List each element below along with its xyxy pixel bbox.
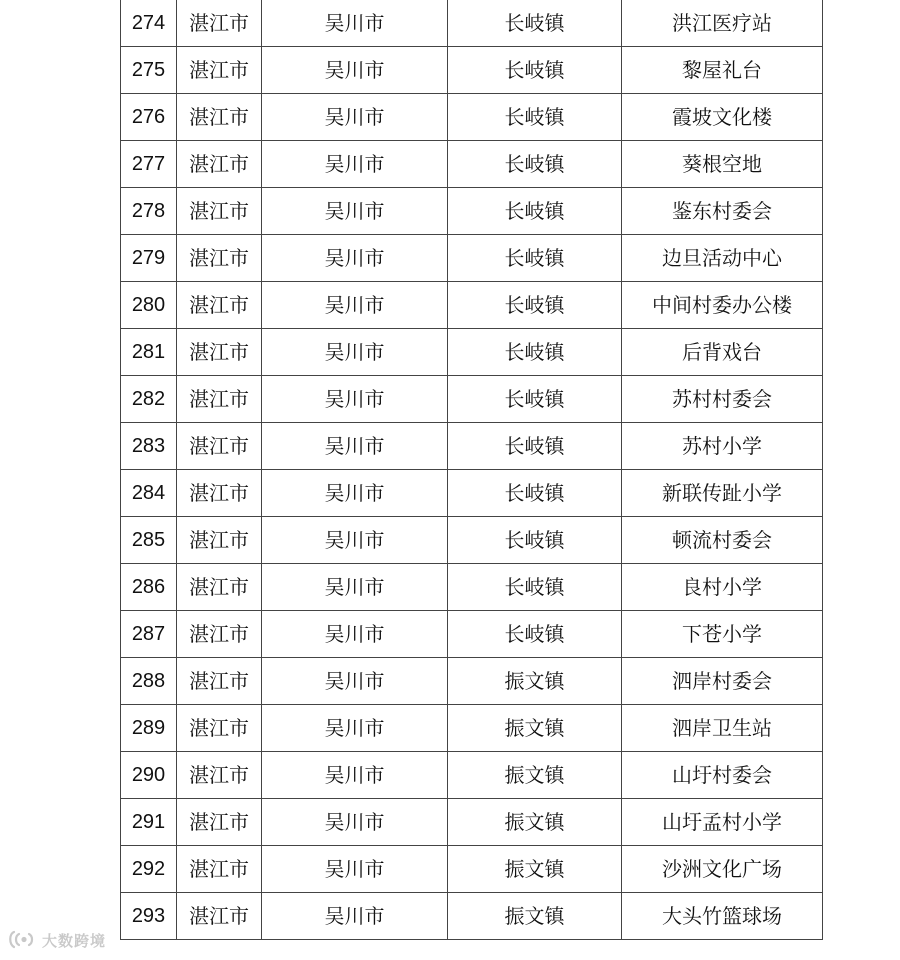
town-cell: 长岐镇 <box>448 611 622 658</box>
row-number: 275 <box>121 47 177 94</box>
table-row <box>121 141 823 188</box>
city-cell: 湛江市 <box>177 188 262 235</box>
watermark <box>8 927 106 953</box>
city-cell: 湛江市 <box>177 705 262 752</box>
site-cell: 良村小学 <box>622 564 823 611</box>
town-cell: 振文镇 <box>448 752 622 799</box>
row-number: 278 <box>121 188 177 235</box>
table-row <box>121 470 823 517</box>
table-row <box>121 282 823 329</box>
town-cell: 长岐镇 <box>448 47 622 94</box>
county-cell: 吴川市 <box>262 799 448 846</box>
table-row <box>121 564 823 611</box>
table-row <box>121 235 823 282</box>
county-cell: 吴川市 <box>262 329 448 376</box>
table-row <box>121 846 823 893</box>
city-cell: 湛江市 <box>177 141 262 188</box>
site-table-container <box>120 0 822 940</box>
table-row <box>121 376 823 423</box>
table-row <box>121 47 823 94</box>
city-cell: 湛江市 <box>177 658 262 705</box>
site-cell: 泗岸卫生站 <box>622 705 823 752</box>
town-cell: 长岐镇 <box>448 141 622 188</box>
site-cell: 大头竹篮球场 <box>622 893 823 940</box>
table-row <box>121 705 823 752</box>
site-cell: 后背戏台 <box>622 329 823 376</box>
city-cell: 湛江市 <box>177 423 262 470</box>
town-cell: 长岐镇 <box>448 0 622 47</box>
city-cell: 湛江市 <box>177 517 262 564</box>
city-cell: 湛江市 <box>177 752 262 799</box>
watermark-text: 大数跨境 <box>42 931 107 950</box>
town-cell: 长岐镇 <box>448 94 622 141</box>
row-number: 289 <box>121 705 177 752</box>
city-cell: 湛江市 <box>177 893 262 940</box>
county-cell: 吴川市 <box>262 893 448 940</box>
town-cell: 振文镇 <box>448 846 622 893</box>
city-cell: 湛江市 <box>177 282 262 329</box>
county-cell: 吴川市 <box>262 376 448 423</box>
table-row <box>121 329 823 376</box>
county-cell: 吴川市 <box>262 188 448 235</box>
site-cell: 霞坡文化楼 <box>622 94 823 141</box>
city-cell: 湛江市 <box>177 799 262 846</box>
site-cell: 中间村委办公楼 <box>622 282 823 329</box>
city-cell: 湛江市 <box>177 564 262 611</box>
town-cell: 长岐镇 <box>448 376 622 423</box>
table-row <box>121 517 823 564</box>
county-cell: 吴川市 <box>262 705 448 752</box>
site-cell: 沙洲文化广场 <box>622 846 823 893</box>
county-cell: 吴川市 <box>262 235 448 282</box>
row-number: 287 <box>121 611 177 658</box>
county-cell: 吴川市 <box>262 470 448 517</box>
site-cell: 山圩孟村小学 <box>622 799 823 846</box>
row-number: 288 <box>121 658 177 705</box>
table-row <box>121 752 823 799</box>
county-cell: 吴川市 <box>262 94 448 141</box>
town-cell: 长岐镇 <box>448 329 622 376</box>
city-cell: 湛江市 <box>177 611 262 658</box>
row-number: 280 <box>121 282 177 329</box>
row-number: 293 <box>121 893 177 940</box>
row-number: 276 <box>121 94 177 141</box>
row-number: 283 <box>121 423 177 470</box>
row-number: 290 <box>121 752 177 799</box>
city-cell: 湛江市 <box>177 376 262 423</box>
county-cell: 吴川市 <box>262 658 448 705</box>
row-number: 284 <box>121 470 177 517</box>
city-cell: 湛江市 <box>177 329 262 376</box>
table-row <box>121 94 823 141</box>
town-cell: 长岐镇 <box>448 564 622 611</box>
county-cell: 吴川市 <box>262 47 448 94</box>
site-cell: 山圩村委会 <box>622 752 823 799</box>
row-number: 285 <box>121 517 177 564</box>
table-row <box>121 799 823 846</box>
county-cell: 吴川市 <box>262 282 448 329</box>
county-cell: 吴川市 <box>262 517 448 564</box>
town-cell: 振文镇 <box>448 893 622 940</box>
county-cell: 吴川市 <box>262 423 448 470</box>
row-number: 282 <box>121 376 177 423</box>
town-cell: 长岐镇 <box>448 282 622 329</box>
town-cell: 长岐镇 <box>448 470 622 517</box>
brand-logo-icon <box>8 928 38 952</box>
site-cell: 葵根空地 <box>622 141 823 188</box>
town-cell: 振文镇 <box>448 799 622 846</box>
table-row <box>121 423 823 470</box>
town-cell: 长岐镇 <box>448 188 622 235</box>
site-table-body <box>121 0 823 940</box>
town-cell: 振文镇 <box>448 658 622 705</box>
county-cell: 吴川市 <box>262 141 448 188</box>
city-cell: 湛江市 <box>177 0 262 47</box>
city-cell: 湛江市 <box>177 470 262 517</box>
county-cell: 吴川市 <box>262 564 448 611</box>
site-cell: 洪江医疗站 <box>622 0 823 47</box>
city-cell: 湛江市 <box>177 47 262 94</box>
row-number: 274 <box>121 0 177 47</box>
site-cell: 鉴东村委会 <box>622 188 823 235</box>
row-number: 279 <box>121 235 177 282</box>
site-cell: 泗岸村委会 <box>622 658 823 705</box>
town-cell: 振文镇 <box>448 705 622 752</box>
row-number: 292 <box>121 846 177 893</box>
table-row <box>121 188 823 235</box>
town-cell: 长岐镇 <box>448 517 622 564</box>
site-cell: 下苍小学 <box>622 611 823 658</box>
table-row <box>121 893 823 940</box>
city-cell: 湛江市 <box>177 94 262 141</box>
site-table <box>120 0 823 940</box>
county-cell: 吴川市 <box>262 0 448 47</box>
row-number: 277 <box>121 141 177 188</box>
site-cell: 边旦活动中心 <box>622 235 823 282</box>
row-number: 281 <box>121 329 177 376</box>
county-cell: 吴川市 <box>262 752 448 799</box>
table-row <box>121 0 823 47</box>
county-cell: 吴川市 <box>262 846 448 893</box>
town-cell: 长岐镇 <box>448 423 622 470</box>
town-cell: 长岐镇 <box>448 235 622 282</box>
site-cell: 顿流村委会 <box>622 517 823 564</box>
county-cell: 吴川市 <box>262 611 448 658</box>
site-cell: 黎屋礼台 <box>622 47 823 94</box>
row-number: 286 <box>121 564 177 611</box>
row-number: 291 <box>121 799 177 846</box>
table-row <box>121 658 823 705</box>
site-cell: 苏村小学 <box>622 423 823 470</box>
site-cell: 苏村村委会 <box>622 376 823 423</box>
table-row <box>121 611 823 658</box>
city-cell: 湛江市 <box>177 235 262 282</box>
site-cell: 新联传趾小学 <box>622 470 823 517</box>
city-cell: 湛江市 <box>177 846 262 893</box>
